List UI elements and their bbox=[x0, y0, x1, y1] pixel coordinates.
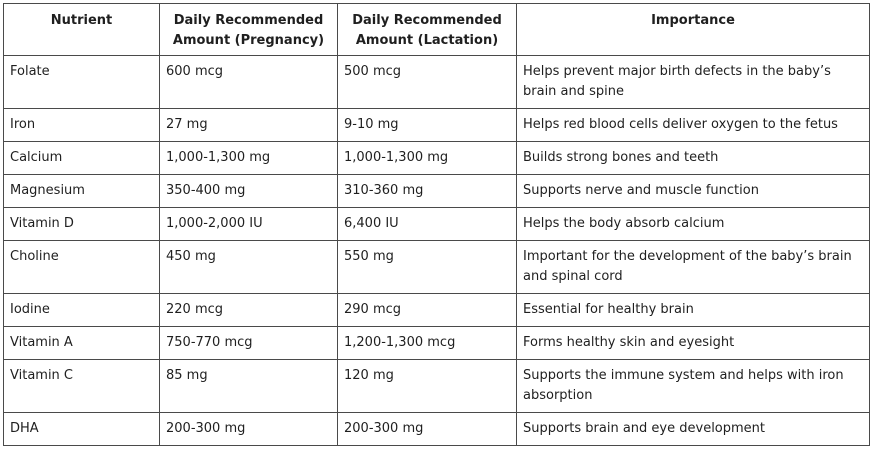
cell-pregnancy-amount: 600 mcg bbox=[160, 56, 338, 109]
cell-importance: Supports brain and eye development bbox=[517, 413, 870, 446]
cell-nutrient: Iodine bbox=[4, 294, 160, 327]
cell-nutrient: Iron bbox=[4, 109, 160, 142]
cell-nutrient: Calcium bbox=[4, 142, 160, 175]
cell-pregnancy-amount: 200-300 mg bbox=[160, 413, 338, 446]
cell-lactation-amount: 310-360 mg bbox=[338, 175, 517, 208]
cell-importance: Helps red blood cells deliver oxygen to the fetus bbox=[517, 109, 870, 142]
cell-lactation-amount: 200-300 mg bbox=[338, 413, 517, 446]
header-nutrient: Nutrient bbox=[4, 4, 160, 56]
cell-importance: Helps prevent major birth defects in the baby’s brain and spine bbox=[517, 56, 870, 109]
table-row bbox=[4, 175, 870, 208]
cell-lactation-amount: 1,200-1,300 mcg bbox=[338, 327, 517, 360]
cell-nutrient: DHA bbox=[4, 413, 160, 446]
cell-lactation-amount: 120 mg bbox=[338, 360, 517, 413]
table-row bbox=[4, 142, 870, 175]
table-row bbox=[4, 360, 870, 413]
nutrient-table bbox=[3, 3, 870, 446]
table-row bbox=[4, 241, 870, 294]
cell-importance: Forms healthy skin and eyesight bbox=[517, 327, 870, 360]
cell-lactation-amount: 6,400 IU bbox=[338, 208, 517, 241]
header-importance: Importance bbox=[517, 4, 870, 56]
cell-importance: Supports nerve and muscle function bbox=[517, 175, 870, 208]
cell-lactation-amount: 290 mcg bbox=[338, 294, 517, 327]
cell-importance: Important for the development of the baby’s brain and spinal cord bbox=[517, 241, 870, 294]
cell-nutrient: Folate bbox=[4, 56, 160, 109]
cell-nutrient: Vitamin D bbox=[4, 208, 160, 241]
cell-importance: Builds strong bones and teeth bbox=[517, 142, 870, 175]
table-row bbox=[4, 327, 870, 360]
cell-pregnancy-amount: 350-400 mg bbox=[160, 175, 338, 208]
cell-importance: Essential for healthy brain bbox=[517, 294, 870, 327]
cell-nutrient: Choline bbox=[4, 241, 160, 294]
cell-nutrient: Magnesium bbox=[4, 175, 160, 208]
header-lactation-amount: Daily Recommended Amount (Lactation) bbox=[338, 4, 517, 56]
cell-importance: Helps the body absorb calcium bbox=[517, 208, 870, 241]
table-header-row bbox=[4, 4, 870, 56]
cell-lactation-amount: 550 mg bbox=[338, 241, 517, 294]
cell-pregnancy-amount: 750-770 mcg bbox=[160, 327, 338, 360]
table-row bbox=[4, 56, 870, 109]
table-row bbox=[4, 413, 870, 446]
cell-pregnancy-amount: 1,000-1,300 mg bbox=[160, 142, 338, 175]
table-row bbox=[4, 109, 870, 142]
table-row bbox=[4, 208, 870, 241]
table-row bbox=[4, 294, 870, 327]
header-pregnancy-amount: Daily Recommended Amount (Pregnancy) bbox=[160, 4, 338, 56]
cell-importance: Supports the immune system and helps with iron absorption bbox=[517, 360, 870, 413]
cell-lactation-amount: 9-10 mg bbox=[338, 109, 517, 142]
cell-pregnancy-amount: 220 mcg bbox=[160, 294, 338, 327]
cell-pregnancy-amount: 1,000-2,000 IU bbox=[160, 208, 338, 241]
cell-lactation-amount: 1,000-1,300 mg bbox=[338, 142, 517, 175]
cell-lactation-amount: 500 mcg bbox=[338, 56, 517, 109]
cell-nutrient: Vitamin A bbox=[4, 327, 160, 360]
cell-pregnancy-amount: 450 mg bbox=[160, 241, 338, 294]
cell-pregnancy-amount: 27 mg bbox=[160, 109, 338, 142]
cell-pregnancy-amount: 85 mg bbox=[160, 360, 338, 413]
cell-nutrient: Vitamin C bbox=[4, 360, 160, 413]
